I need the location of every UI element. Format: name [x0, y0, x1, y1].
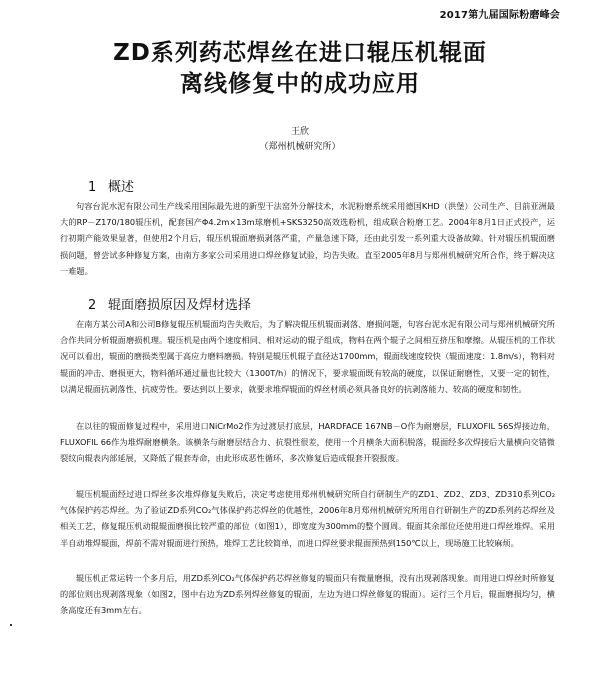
- author-name: 王欣: [290, 127, 309, 137]
- section-1-paragraph-1: 句容台泥水泥有限公司生产线采用国际最先进的新型干法窑外分解技术，水泥粉磨系统采用德国KHD（洪堡）公司生产、目前亚洲最大的RP－Z170/180辊压机，配套国产Φ4.2m×13m球磨机+SKS3250高效选粉机，组成联合粉磨工艺。2004年8月1日正式投产，运行初期产能效果显著，但使用2个月后，辊压机辊面磨损剥落严重，产量急速下降，还由此引发一系列重大设备故障。针对辊压机辊面磨损问题，曾尝试多种修复方案，由南方多家公司采用进口焊丝修复试验，均告失败。直至2005年8月与郑州机械研究所合作，终于解决这一难题。: [60, 201, 555, 276]
- section-1-number: 1: [88, 180, 97, 195]
- margin-speck: [10, 624, 12, 626]
- section-2-title: 辊面磨损原因及焊材选择: [108, 298, 252, 313]
- section-2-paragraph-1: 在南方某公司A和公司B修复辊压机辊面均告失败后，为了解决辊压机辊面剥落、磨损问题，句容台泥水泥有限公司与郑州机械研究所合作共同分析辊面磨损机理。辊压机是由两个速度相同、相对运动的辊子组成，物料在两个辊子之间相互挤压和摩擦。从辊压机的工作状况可以看出，辊面的磨损类型属于高应力磨料磨损。特别是辊压机辊子直径达1700mm，辊面线速度较快（辊面速度：1.8m/s），物料对辊面的冲击、磨损更大，物料循环通过量也比较大（1300T/h）的情况下，要求辊面既有较高的硬度，以保证耐磨性，又要一定的韧性，以满足辊面抗剥落性、抗疲劳性。要达到以上要求，就要求堆焊辊面的焊丝材质必须具备良好的抗剥落能力、较高的硬度和韧性。: [60, 319, 555, 394]
- title-line-2: 离线修复中的成功应用: [180, 71, 420, 97]
- section-2-paragraph-2: 在以往的辊面修复过程中，采用进口NiCrMo2作为过渡层打底层，HARDFACE 167NB－O作为耐磨层，FLUXOFIL 56S焊接边角，FLUXOFIL 66作为堆焊耐磨横条。该横条与耐磨层结合力、抗裂性很差，使用一个月横条大面积脱落，辊面经多次焊接后大量横向交错微裂纹向辊表内部延展，又降低了辊套寿命，由此形成恶性循环，多次修复后造成辊套开裂报废。: [60, 421, 555, 464]
- running-header: 2017第九届国际粉磨峰会: [439, 10, 560, 21]
- section-2-heading: [88, 294, 251, 313]
- author-affiliation: （郑州机械研究所）: [259, 142, 341, 152]
- section-1-title: 概述: [108, 180, 135, 195]
- section-2-paragraph-3: 辊压机辊面经过进口焊丝多次堆焊修复失败后，决定考虑使用郑州机械研究所自行研制生产的ZD1、ZD2、ZD3、ZD310系列CO₂气体保护药芯焊丝。为了验证ZD系列CO₂气体保护药芯焊丝的优越性，2006年8月郑州机械研究所用自行研制生产的ZD系列药芯焊丝及相关工艺，修复辊压机动辊辊面磨损比较严重的部位（如图1），即宽度为300mm的整个圆周。辊面其余部位还使用进口焊丝堆焊。采用半自动堆焊辊面，焊前不需对辊面进行预热，堆焊工艺比较简单，而进口焊丝要求辊面预热到150℃以上，现场施工比较麻烦。: [60, 489, 555, 548]
- section-2-number: 2: [88, 298, 97, 313]
- section-2-paragraph-4: 辊压机正常运转一个多月后，用ZD系列CO₂气体保护药芯焊丝修复的辊面只有微量磨损，没有出现剥落现象。而用进口焊丝时所修复的部位则出现剥落现象（如图2，图中右边为ZD系列焊丝修复的辊面，左边为进口焊丝修复的辊面）。运行三个月后，辊面磨损均匀，横条高度还有3mm左右。: [60, 573, 555, 616]
- title-line-1: ZD系列药芯焊丝在进口辊压机辊面: [113, 40, 487, 66]
- section-1-heading: [88, 176, 134, 195]
- article-title: [0, 38, 600, 100]
